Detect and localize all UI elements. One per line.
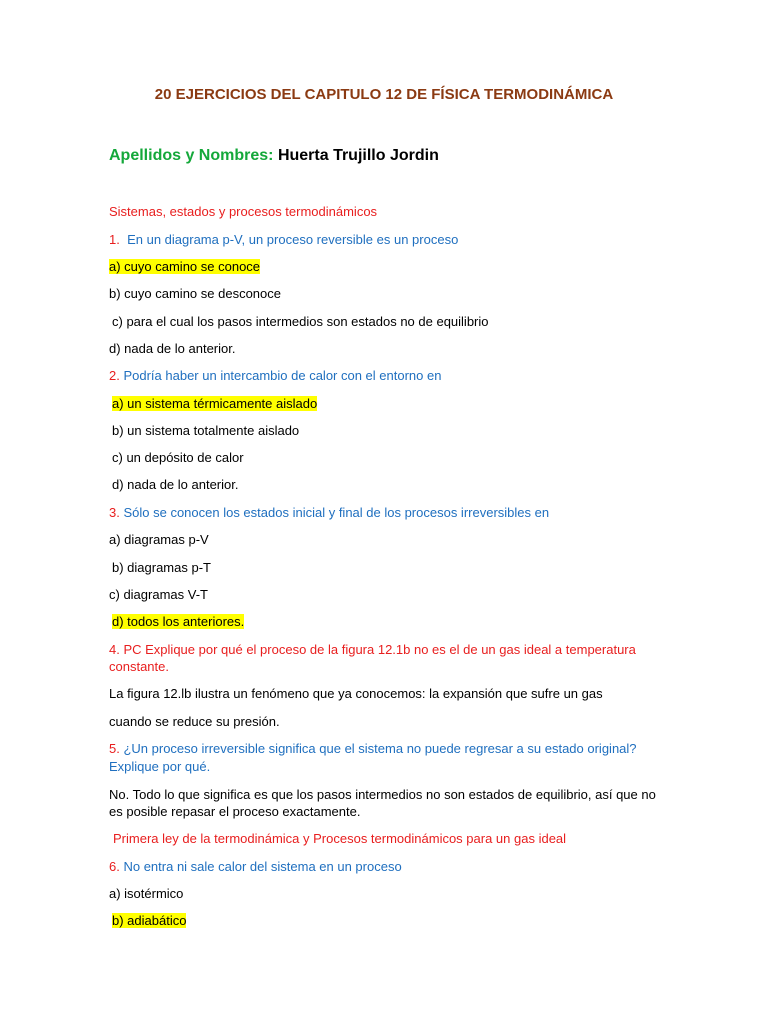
question-1 [109, 232, 458, 248]
q6-option-a: a) isotérmico [109, 886, 184, 901]
q2-option-a [112, 396, 317, 412]
answer-5-line2: es posible repasar el proceso exactamente. [109, 804, 361, 819]
q1-option-a-text: a) cuyo camino se conoce [109, 259, 261, 274]
question-4-text-line2: constante. [109, 659, 169, 674]
answer-4-line2: cuando se reduce su presión. [109, 714, 280, 729]
question-3-number: 3. [109, 505, 120, 520]
question-2-number: 2. [109, 368, 120, 383]
question-3-text: Sólo se conocen los estados inicial y final de los procesos irreversibles en [123, 505, 550, 520]
q1-option-d: d) nada de lo anterior. [109, 341, 236, 356]
section-heading-1: Sistemas, estados y procesos termodinámicos [109, 204, 378, 219]
names-label: Apellidos y Nombres: [109, 147, 274, 164]
q3-option-c: c) diagramas V-T [109, 587, 208, 602]
q2-option-a-text: a) un sistema térmicamente aislado [112, 396, 318, 411]
q2-option-c: c) un depósito de calor [112, 450, 244, 465]
answer-5-line1: No. Todo lo que significa es que los pasos intermedios no son estados de equilibrio, así que no [109, 787, 656, 802]
names-value: Huerta Trujillo Jordin [277, 147, 439, 164]
question-2-text: Podría haber un intercambio de calor con el entorno en [123, 368, 442, 383]
section-heading-2: Primera ley de la termodinámica y Procesos termodinámicos para un gas ideal [113, 831, 567, 846]
q3-option-d [112, 614, 244, 630]
document-title: 20 EJERCICIOS DEL CAPITULO 12 DE FÍSICA TERMODINÁMICA [154, 86, 614, 103]
q3-option-b: b) diagramas p-T [112, 560, 211, 575]
q1-option-b: b) cuyo camino se desconoce [109, 286, 281, 301]
question-5 [109, 741, 637, 757]
q3-option-d-text: d) todos los anteriores. [112, 614, 245, 629]
question-5-text-line1: ¿Un proceso irreversible significa que el sistema no puede regresar a su estado original? [123, 741, 637, 756]
question-5-text-line2: Explique por qué. [109, 759, 211, 774]
question-2 [109, 368, 441, 384]
q1-option-a [109, 259, 260, 275]
student-name-line [109, 147, 439, 165]
answer-4-line1: La figura 12.lb ilustra un fenómeno que ya conocemos: la expansión que sufre un gas [109, 686, 603, 701]
question-6-text: No entra ni sale calor del sistema en un proceso [123, 859, 402, 874]
question-1-number: 1. [109, 232, 120, 247]
question-3 [109, 505, 549, 521]
q6-option-b-text: b) adiabático [112, 913, 187, 928]
question-4-text-line1: PC Explique por qué el proceso de la figura 12.1b no es el de un gas ideal a temperatura [123, 642, 636, 657]
q2-option-d: d) nada de lo anterior. [112, 477, 239, 492]
question-1-text: En un diagrama p-V, un proceso reversible es un proceso [127, 232, 459, 247]
q6-option-b [112, 913, 186, 929]
question-4-number: 4. [109, 642, 120, 657]
question-6 [109, 859, 402, 875]
question-4 [109, 642, 636, 658]
question-6-number: 6. [109, 859, 120, 874]
q2-option-b: b) un sistema totalmente aislado [112, 423, 300, 438]
q1-option-c: c) para el cual los pasos intermedios son estados no de equilibrio [112, 314, 489, 329]
question-5-number: 5. [109, 741, 120, 756]
q3-option-a: a) diagramas p-V [109, 532, 209, 547]
